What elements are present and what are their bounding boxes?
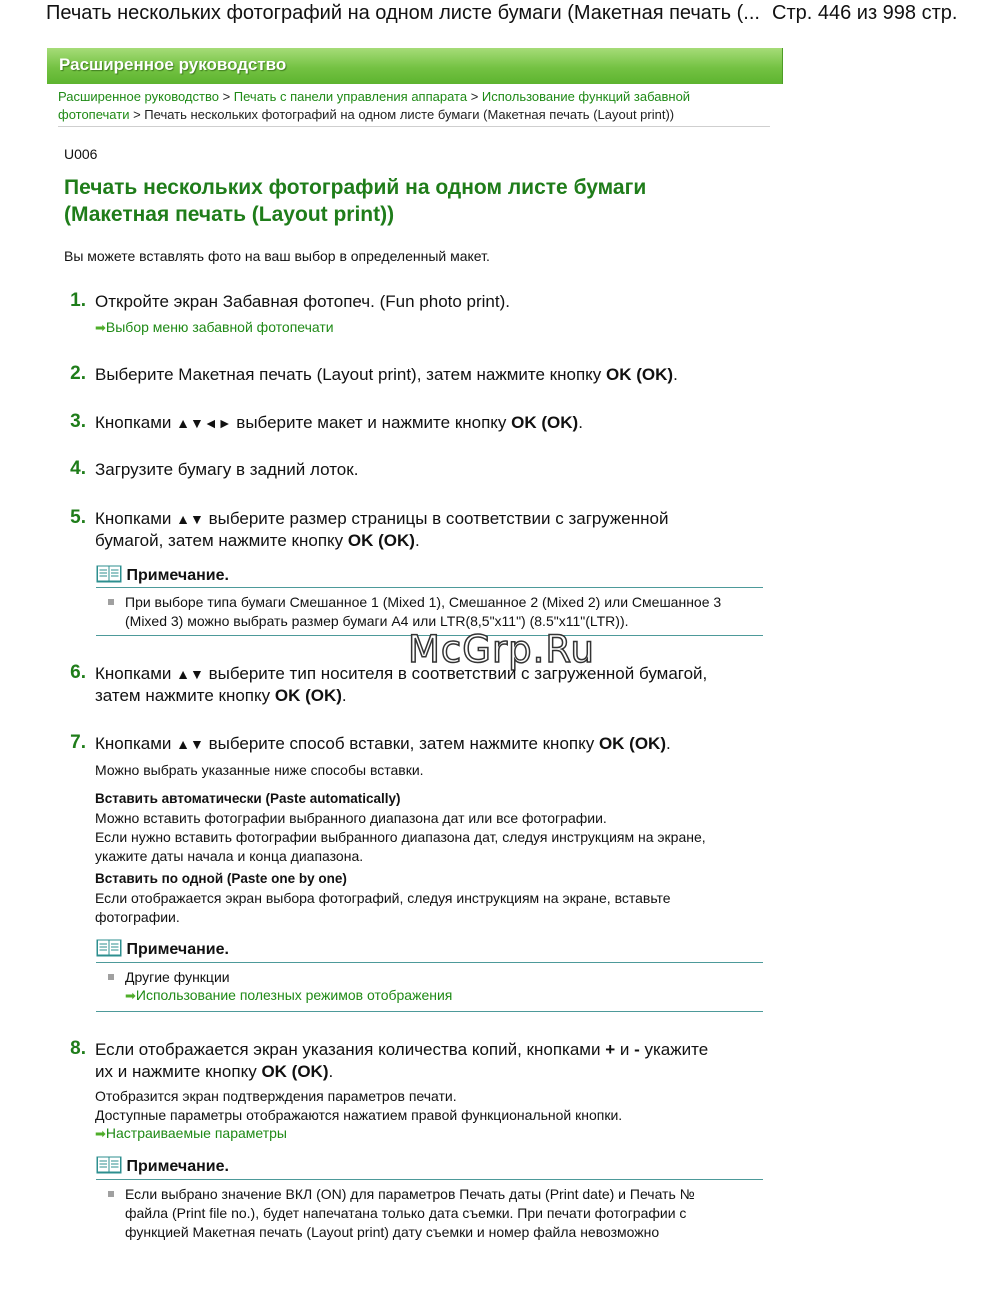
- breadcrumb: Расширенное руководство > Печать с панели управления аппарата > Использование функций забавной фотопечати > Печать нескольких фотографий на одном листе бумаги (Макетная печать (Layout print)): [58, 89, 691, 122]
- step-number: 5.: [70, 507, 86, 528]
- step-text: Кнопками ▲▼ выберите тип носителя в соответствии с загруженной бумагой, затем нажмите кнопку OK (OK).: [95, 664, 708, 705]
- step-text: Загрузите бумагу в задний лоток.: [95, 460, 359, 479]
- step-number: 7.: [70, 732, 86, 753]
- section-banner: [47, 48, 783, 84]
- ok-button-label: OK (OK): [261, 1062, 329, 1081]
- note-rule: [96, 1011, 763, 1012]
- intro-text: Вы можете вставлять фото на ваш выбор в определенный макет.: [64, 248, 490, 264]
- option-text: Можно вставить фотографии выбранного диапазона дат или все фотографии. Если нужно вставить фотографии выбранного диапазона дат, следуя инструкциям на экране, укажите даты начала и конца диапазона.: [95, 810, 706, 864]
- option-title: Вставить автоматически (Paste automatically): [95, 791, 401, 806]
- step-number: 2.: [70, 363, 86, 384]
- note-rule: [96, 962, 763, 963]
- minus-key: -: [634, 1040, 640, 1059]
- banner-label: Расширенное руководство: [59, 55, 287, 74]
- step-link[interactable]: ➡Выбор меню забавной фотопечати: [95, 319, 334, 335]
- document-title: Печать нескольких фотографий на одном листе бумаги (Макетная печать (...: [46, 2, 760, 24]
- note-link[interactable]: ➡Использование полезных режимов отображения: [125, 987, 453, 1003]
- note-text: Если выбрано значение ВКЛ (ON) для параметров Печать даты (Print date) и Печать № файла (Print file no.), будет напечатана только дата съемки. При печати фотографии с функцией Макетная печать (Layout print) дату съемки и номер файла невозможно: [125, 1186, 695, 1240]
- page-code: U006: [64, 146, 98, 162]
- page-title: Печать нескольких фотографий на одном листе бумаги (Макетная печать (Layout print)): [64, 176, 647, 226]
- watermark: McGrp.Ru: [408, 628, 595, 671]
- step-text: Кнопками ▲▼◄► выберите макет и нажмите кнопку OK (OK).: [95, 413, 583, 432]
- breadcrumb-link-guide[interactable]: Расширенное руководство: [58, 89, 219, 104]
- ok-button-label: OK (OK): [274, 686, 342, 705]
- breadcrumb-link-fun-photo[interactable]: Использование функций забавной фотопечати: [58, 89, 691, 122]
- arrow-right-icon: ➡: [95, 1126, 106, 1141]
- page-indicator: Стр. 446 из 998 стр.: [772, 2, 958, 24]
- step-text: Кнопками ▲▼ выберите размер страницы в соответствии с загруженной бумагой, затем нажмите кнопку OK (OK).: [95, 509, 669, 550]
- bullet-icon: [108, 599, 114, 605]
- book-icon: [96, 938, 122, 957]
- option-title: Вставить по одной (Paste one by one): [95, 871, 347, 886]
- note-rule: [96, 587, 763, 588]
- step-subtext: Можно выбрать указанные ниже способы вставки.: [95, 762, 424, 778]
- breadcrumb-link-panel[interactable]: Печать с панели управления аппарата: [233, 89, 468, 104]
- book-icon: [96, 1155, 122, 1174]
- arrow-keys-icon: ▲▼: [176, 666, 204, 682]
- bullet-icon: [108, 1191, 114, 1197]
- step-text: Кнопками ▲▼ выберите способ вставки, затем нажмите кнопку OK (OK).: [95, 734, 671, 753]
- plus-key: +: [605, 1040, 616, 1059]
- bullet-icon: [108, 974, 114, 980]
- arrow-right-icon: ➡: [125, 988, 136, 1003]
- breadcrumb-current: Печать нескольких фотографий на одном листе бумаги (Макетная печать (Layout print)): [144, 107, 675, 122]
- note-heading: Примечание.: [96, 938, 229, 959]
- step-text: Выберите Макетная печать (Layout print), затем нажмите кнопку OK (OK).: [95, 365, 678, 384]
- step-link[interactable]: ➡Настраиваемые параметры: [95, 1125, 287, 1141]
- note-heading: Примечание.: [96, 1155, 229, 1176]
- step-number: 8.: [70, 1038, 86, 1059]
- ok-button-label: OK (OK): [347, 531, 415, 550]
- arrow-keys-icon: ▲▼: [176, 736, 204, 752]
- divider: [58, 126, 770, 127]
- note-rule: [96, 1179, 763, 1180]
- step-text: Если отображается экран указания количества копий, кнопками + и - укажите их и нажмите кнопку OK (OK).: [95, 1040, 709, 1081]
- note-text: Другие функции: [125, 969, 230, 985]
- arrow-keys-icon: ▲▼◄►: [176, 415, 232, 431]
- step-number: 3.: [70, 411, 86, 432]
- step-number: 4.: [70, 458, 86, 479]
- arrow-right-icon: ➡: [95, 320, 106, 335]
- ok-button-label: OK (OK): [606, 365, 674, 384]
- note-heading: Примечание.: [96, 564, 229, 585]
- note-text: При выборе типа бумаги Смешанное 1 (Mixed 1), Смешанное 2 (Mixed 2) или Смешанное 3 (Mixed 3) можно выбрать размер бумаги A4 или LTR(8,5"x11") (8.5"x11"(LTR)).: [125, 594, 722, 629]
- arrow-keys-icon: ▲▼: [176, 511, 204, 527]
- ok-button-label: OK (OK): [598, 734, 666, 753]
- book-icon: [96, 564, 122, 583]
- step-number: 1.: [70, 290, 86, 311]
- step-text: Откройте экран Забавная фотопеч. (Fun photo print).: [95, 292, 510, 311]
- ok-button-label: OK (OK): [511, 413, 579, 432]
- option-text: Если отображается экран выбора фотографий, следуя инструкциям на экране, вставьте фотографии.: [95, 890, 671, 925]
- step-number: 6.: [70, 662, 86, 683]
- step-subtext: Отобразится экран подтверждения параметров печати. Доступные параметры отображаются нажатием правой функциональной кнопки.: [95, 1088, 623, 1123]
